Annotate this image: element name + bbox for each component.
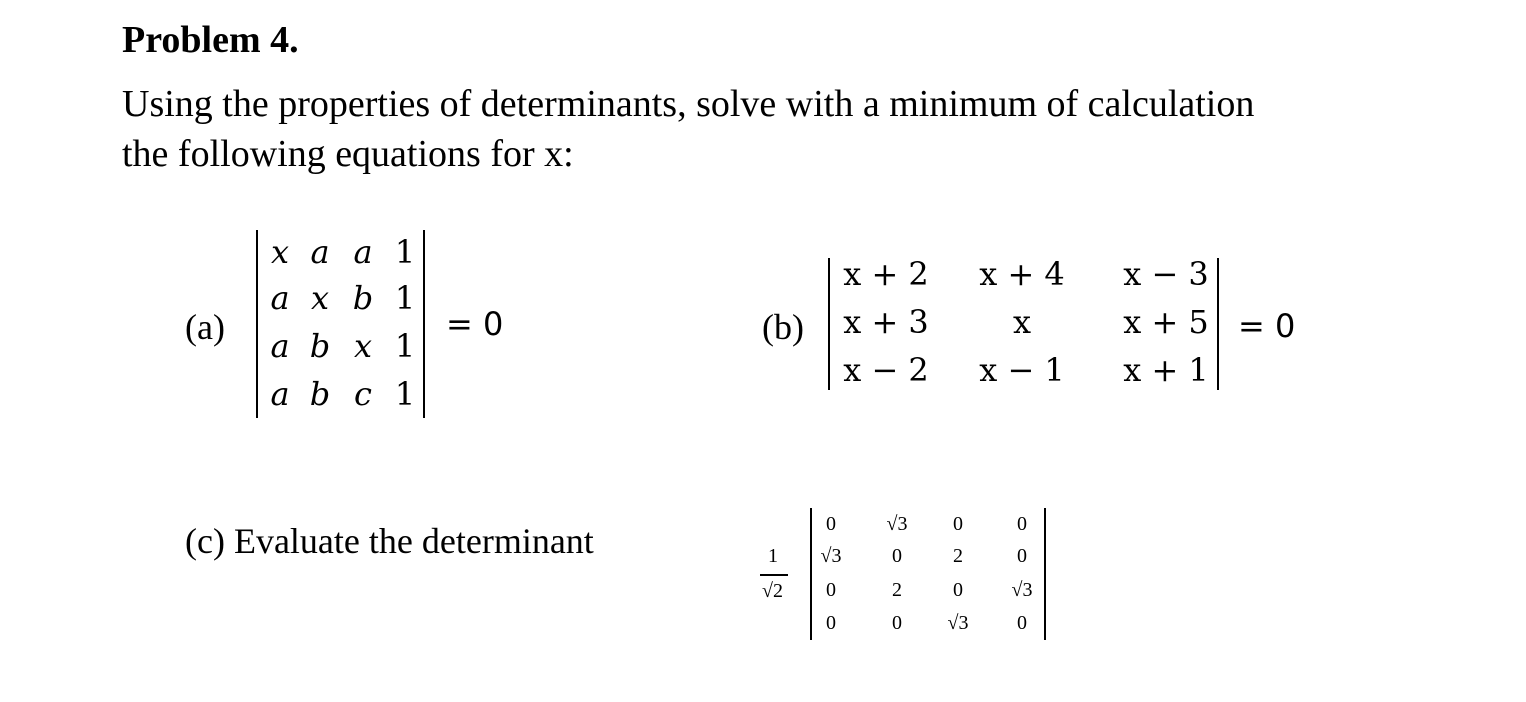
part-b-label: (b) <box>762 307 804 347</box>
part-b-cell-r1-c2: x + 4 <box>979 255 1065 293</box>
part-c-cell-r1-c1: 0 <box>826 513 836 535</box>
problem-title: Problem 4. <box>122 19 299 61</box>
part-c-cell-r2-c2: 0 <box>892 545 902 567</box>
part-b-cell-r1-c3: x − 3 <box>1123 255 1209 293</box>
part-a-cell-r3-c3: x <box>353 327 373 365</box>
part-b-cell-r3-c1: x − 2 <box>843 351 929 389</box>
part-c-cell-r3-c4: √3 <box>1011 579 1033 601</box>
part-c-prefactor-numerator: 1 <box>768 545 778 567</box>
part-c-cell-r3-c2: 2 <box>892 579 902 601</box>
part-c-right-bar <box>1044 508 1046 640</box>
part-a-cell-r4-c3: c <box>354 375 372 413</box>
part-c-cell-r1-c3: 0 <box>953 513 963 535</box>
part-c-cell-r1-c2: √3 <box>886 513 908 535</box>
part-a-cell-r3-c2: b <box>309 327 331 365</box>
part-a-cell-r3-c1: a <box>270 327 290 365</box>
problem-intro-line-2: the following equations for x: <box>122 133 574 175</box>
part-c-fraction-line <box>760 574 788 576</box>
part-a-cell-r4-c2: b <box>309 375 331 413</box>
problem-intro-line-1: Using the properties of determinants, solve with a minimum of calculation <box>122 83 1255 125</box>
part-a-cell-r1-c2: a <box>310 233 330 271</box>
part-c-prefactor-denominator: √2 <box>762 580 783 602</box>
part-c-cell-r4-c1: 0 <box>826 612 836 634</box>
part-a-cell-r3-c4: 1 <box>394 327 416 365</box>
part-c-cell-r4-c3: √3 <box>947 612 969 634</box>
part-a-cell-r2-c2: x <box>310 279 330 317</box>
part-a-cell-r2-c4: 1 <box>394 279 416 317</box>
part-a-left-bar <box>256 230 258 418</box>
part-b-cell-r1-c1: x + 2 <box>843 255 929 293</box>
part-c-cell-r3-c3: 0 <box>953 579 963 601</box>
part-a-cell-r2-c3: b <box>352 279 374 317</box>
part-a-cell-r2-c1: a <box>270 279 290 317</box>
part-b-rhs: = 0 <box>1238 307 1296 345</box>
part-c-cell-r2-c4: 0 <box>1017 545 1027 567</box>
part-a-cell-r1-c1: x <box>270 233 290 271</box>
part-b-cell-r2-c1: x + 3 <box>843 303 929 341</box>
part-b-cell-r3-c3: x + 1 <box>1123 351 1209 389</box>
part-b-cell-r2-c2: x <box>1012 303 1032 341</box>
part-c-cell-r3-c1: 0 <box>826 579 836 601</box>
part-a-cell-r1-c4: 1 <box>394 233 416 271</box>
part-c-cell-r2-c1: √3 <box>820 545 842 567</box>
part-c-cell-r4-c4: 0 <box>1017 612 1027 634</box>
part-a-cell-r4-c1: a <box>270 375 290 413</box>
part-a-label: (a) <box>185 307 225 347</box>
part-c-label: (c) Evaluate the determinant <box>185 521 594 561</box>
part-c-cell-r1-c4: 0 <box>1017 513 1027 535</box>
part-c-cell-r4-c2: 0 <box>892 612 902 634</box>
part-a-cell-r1-c3: a <box>353 233 373 271</box>
part-a-cell-r4-c4: 1 <box>394 375 416 413</box>
part-c-cell-r2-c3: 2 <box>953 545 963 567</box>
part-b-cell-r3-c2: x − 1 <box>979 351 1065 389</box>
part-b-cell-r2-c3: x + 5 <box>1123 303 1209 341</box>
part-a-rhs: = 0 <box>446 305 504 343</box>
